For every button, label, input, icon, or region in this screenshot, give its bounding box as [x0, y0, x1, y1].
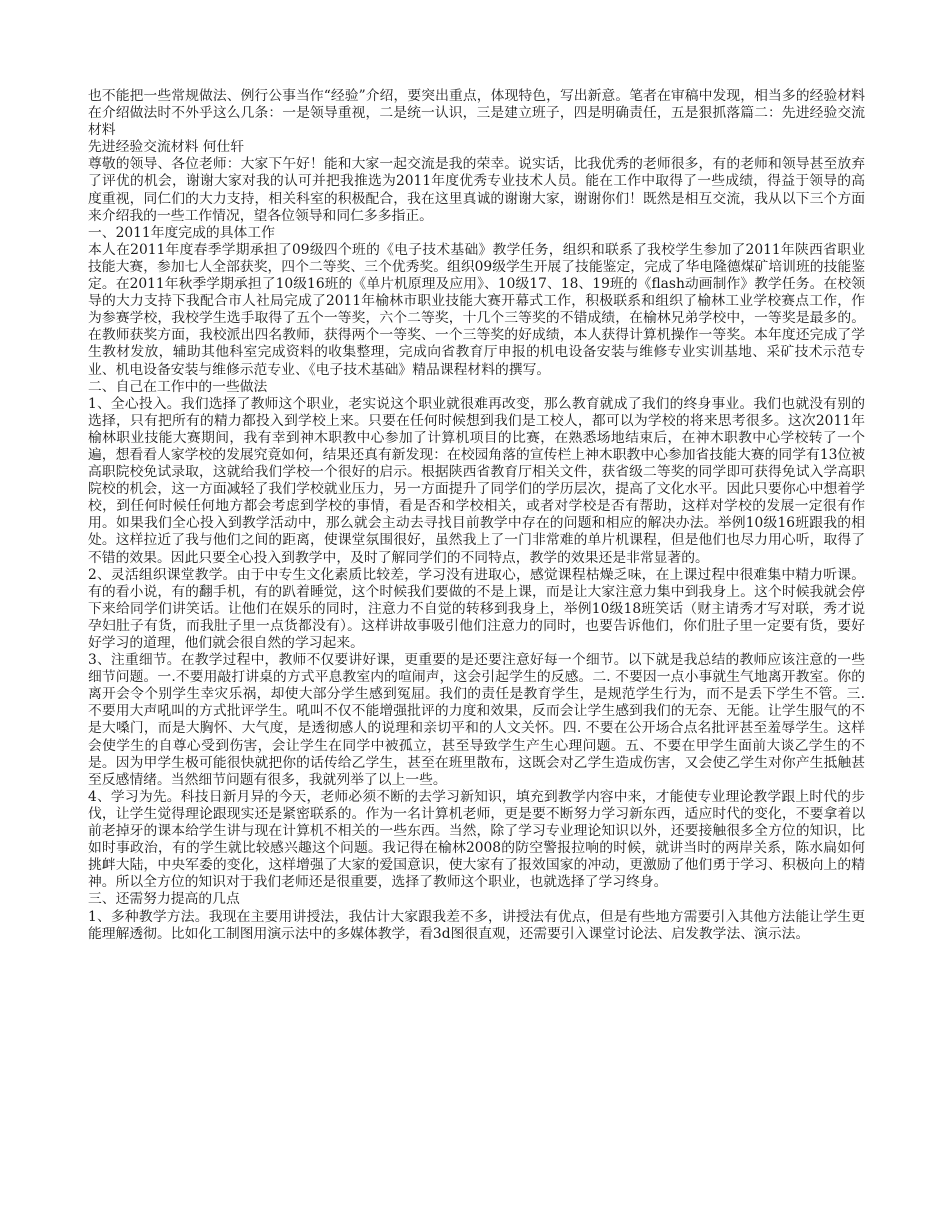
- improvement-item-1: 1、多种教学方法。我现在主要用讲授法，我估计大家跟我差不多，讲授法有优点，但是有些地方需要引入其他方法能让学生更能理解透彻。比如化工制图用演示法中的多媒体教学，看3d图很直观，还需要引入课堂讨论法、启发教学法、演示法。: [88, 908, 865, 942]
- practice-item-1: 1、全心投入。我们选择了教师这个职业，老实说这个职业就很难再改变，那么教育就成了我们的终身事业。我们也就没有别的选择，只有把所有的精力都投入到学校上来。只要在任何时候想到我们是工校人，都可以为学校的将来思考很多。这次2011年榆林职业技能大赛期间，我有幸到神木职教中心参加了计算机项目的比赛，在熟悉场地结束后，在神木职教中心学校转了一个遍，想看看人家学校的发展究竟如何，结果还真有新发现：在校园角落的宣传栏上神木职教中心参加省技能大赛的同学有13位被高职院校免试录取，这就给我们学校一个很好的启示。根据陕西省教育厅相关文件，获省级二等奖的同学即可获得免试入学高职院校的机会，这一方面减轻了我们学校就业压力，另一方面提升了同学们的学历层次，提高了文化水平。因此只要你心中想着学校，到任何时候任何地方都会考虑到学校的事情，看是否和学校相关，或者对学校是否有帮助，这样对学校的发展一定很有作用。如果我们全心投入到教学活动中，那么就会主动去寻找目前教学中存在的问题和相应的解决办法。举例10级16班跟我的相处。这样拉近了我与他们之间的距离，使课堂氛围很好，虽然我上了一门非常难的单片机课程，但是他们也尽力用心听，取得了不错的效果。因此只要全心投入到教学中，及时了解同学们的不同特点，教学的效果还是非常显著的。: [88, 395, 865, 566]
- section-1-body: 本人在2011年度春季学期承担了09级四个班的《电子技术基础》教学任务，组织和联系了我校学生参加了2011年陕西省职业技能大赛，参加七人全部获奖，四个二等奖、三个优秀奖。组织09级学生开展了技能鉴定，完成了华电隆德煤矿培训班的技能鉴定。在2011年秋季学期承担了10级16班的《单片机原理及应用》、10级17、18、19班的《flash动画制作》教学任务。在校领导的大力支持下我配合市人社局完成了2011年榆林市职业技能大赛开幕式工作，积极联系和组织了榆林工业学校赛点工作，作为参赛学校，我校学生选手取得了五个一等奖，六个二等奖，十几个三等奖的不错成绩，在榆林兄弟学校中，一等奖是最多的。在教师获奖方面，我校派出四名教师，获得两个一等奖、一个三等奖的好成绩，本人获得计算机操作一等奖。本年度还完成了学生教材发放，辅助其他科室完成资料的收集整理，完成向省教育厅申报的机电设备安装与维修专业实训基地、采矿技术示范专业、机电设备安装与维修示范专业、《电子技术基础》精品课程材料的撰写。: [88, 241, 865, 378]
- section-heading-3: 三、还需努力提高的几点: [88, 891, 240, 908]
- section-heading-2: 二、自己在工作中的一些做法: [88, 378, 268, 395]
- document-title: 先进经验交流材料 何仕轩: [88, 139, 245, 156]
- practice-item-3: 3、注重细节。在教学过程中，教师不仅要讲好课，更重要的是还要注意好每一个细节。以下就是我总结的教师应该注意的一些细节问题。一.不要用敲打讲桌的方式平息教室内的喧闹声，这会引起学生的反感。二. 不要因一点小事就生气地离开教室。你的离开会令个别学生幸灾乐祸，却使大部分学生感到冤屈。我们的责任是教育学生，是规范学生行为，而不是丢下学生不管。三. 不要用大声吼叫的方式批评学生。吼叫不仅不能增强批评的力度和效果，反而会让学生感到我们的无奈、无能。让学生服气的不是大嗓门，而是大胸怀、大气度，是透彻感人的说理和亲切平和的人文关怀。四. 不要在公开场合点名批评甚至羞辱学生。这样会使学生的自尊心受到伤害，会让学生在同学中被孤立，甚至导致学生产生心理问题。五、不要在甲学生面前大谈乙学生的不是。因为甲学生极可能很快就把你的话传给乙学生，甚至在班里散布，这既会对乙学生造成伤害，又会使乙学生对你产生抵触甚至反感情绪。当然细节问题有很多，我就列举了以上一些。: [88, 652, 865, 788]
- practice-item-4: 4、学习为先。科技日新月异的今天，老师必须不断的去学习新知识，填充到教学内容中来，才能使专业理论教学跟上时代的步伐，让学生觉得理论跟现实还是紧密联系的。作为一名计算机老师，更是要不断努力学习新东西，适应时代的变化，不要拿着以前老掉牙的课本给学生讲与现在计算机不相关的一些东西。当然，除了学习专业理论知识以外，还要接触很多全方位的知识，比如时事政治，有的学生就比较感兴趣这个问题。我记得在榆林2008的防空警报拉响的时候，就讲当时的两岸关系，陈水扁如何挑衅大陆，中央军委的变化，这样增强了大家的爱国意识，使大家有了报效国家的冲动，更激励了他们勇于学习、积极向上的精神。所以全方位的知识对于我们老师还是很重要，选择了教师这个职业，也就选择了学习终身。: [88, 788, 865, 891]
- intro-paragraph: 也不能把一些常规做法、例行公事当作“经验”介绍，要突出重点，体现特色，写出新意。笔者在审稿中发现，相当多的经验材料在介绍做法时不外乎这么几条：一是领导重视，二是统一认识，三是建立班子，四是明确责任，五是狠抓落篇二：先进经验交流材料: [88, 88, 865, 139]
- section-heading-1: 一、2011年度完成的具体工作: [88, 224, 275, 241]
- greeting-paragraph: 尊敬的领导、各位老师：大家下午好！能和大家一起交流是我的荣幸。说实话，比我优秀的老师很多，有的老师和领导甚至放弃了评优的机会，谢谢大家对我的认可并把我推选为2011年度优秀专业技术人员。能在工作中取得了一些成绩，得益于领导的高度重视，同仁们的大力支持，相关科室的积极配合，我在这里真诚的谢谢大家，谢谢你们！既然是相互交流，我从以下三个方面来介绍我的一些工作情况，望各位领导和同仁多多指正。: [88, 156, 865, 224]
- practice-item-2: 2、灵活组织课堂教学。由于中专生文化素质比较差，学习没有进取心，感觉课程枯燥乏味，在上课过程中很难集中精力听课。有的看小说，有的翻手机，有的趴着睡觉，这个时候我们要做的不是上课，而是让大家注意力集中到我身上。这个时候我就会停下来给同学们讲笑话。让他们在娱乐的同时，注意力不自觉的转移到我身上，举例10级18班笑话（财主请秀才写对联，秀才说孕妇肚子有货，而我肚子里一点货都没有）。这样讲故事吸引他们注意力的同时，也要告诉他们，你们肚子里一定要有货，要好好学习的道理，他们就会很自然的学习起来。: [88, 566, 865, 651]
